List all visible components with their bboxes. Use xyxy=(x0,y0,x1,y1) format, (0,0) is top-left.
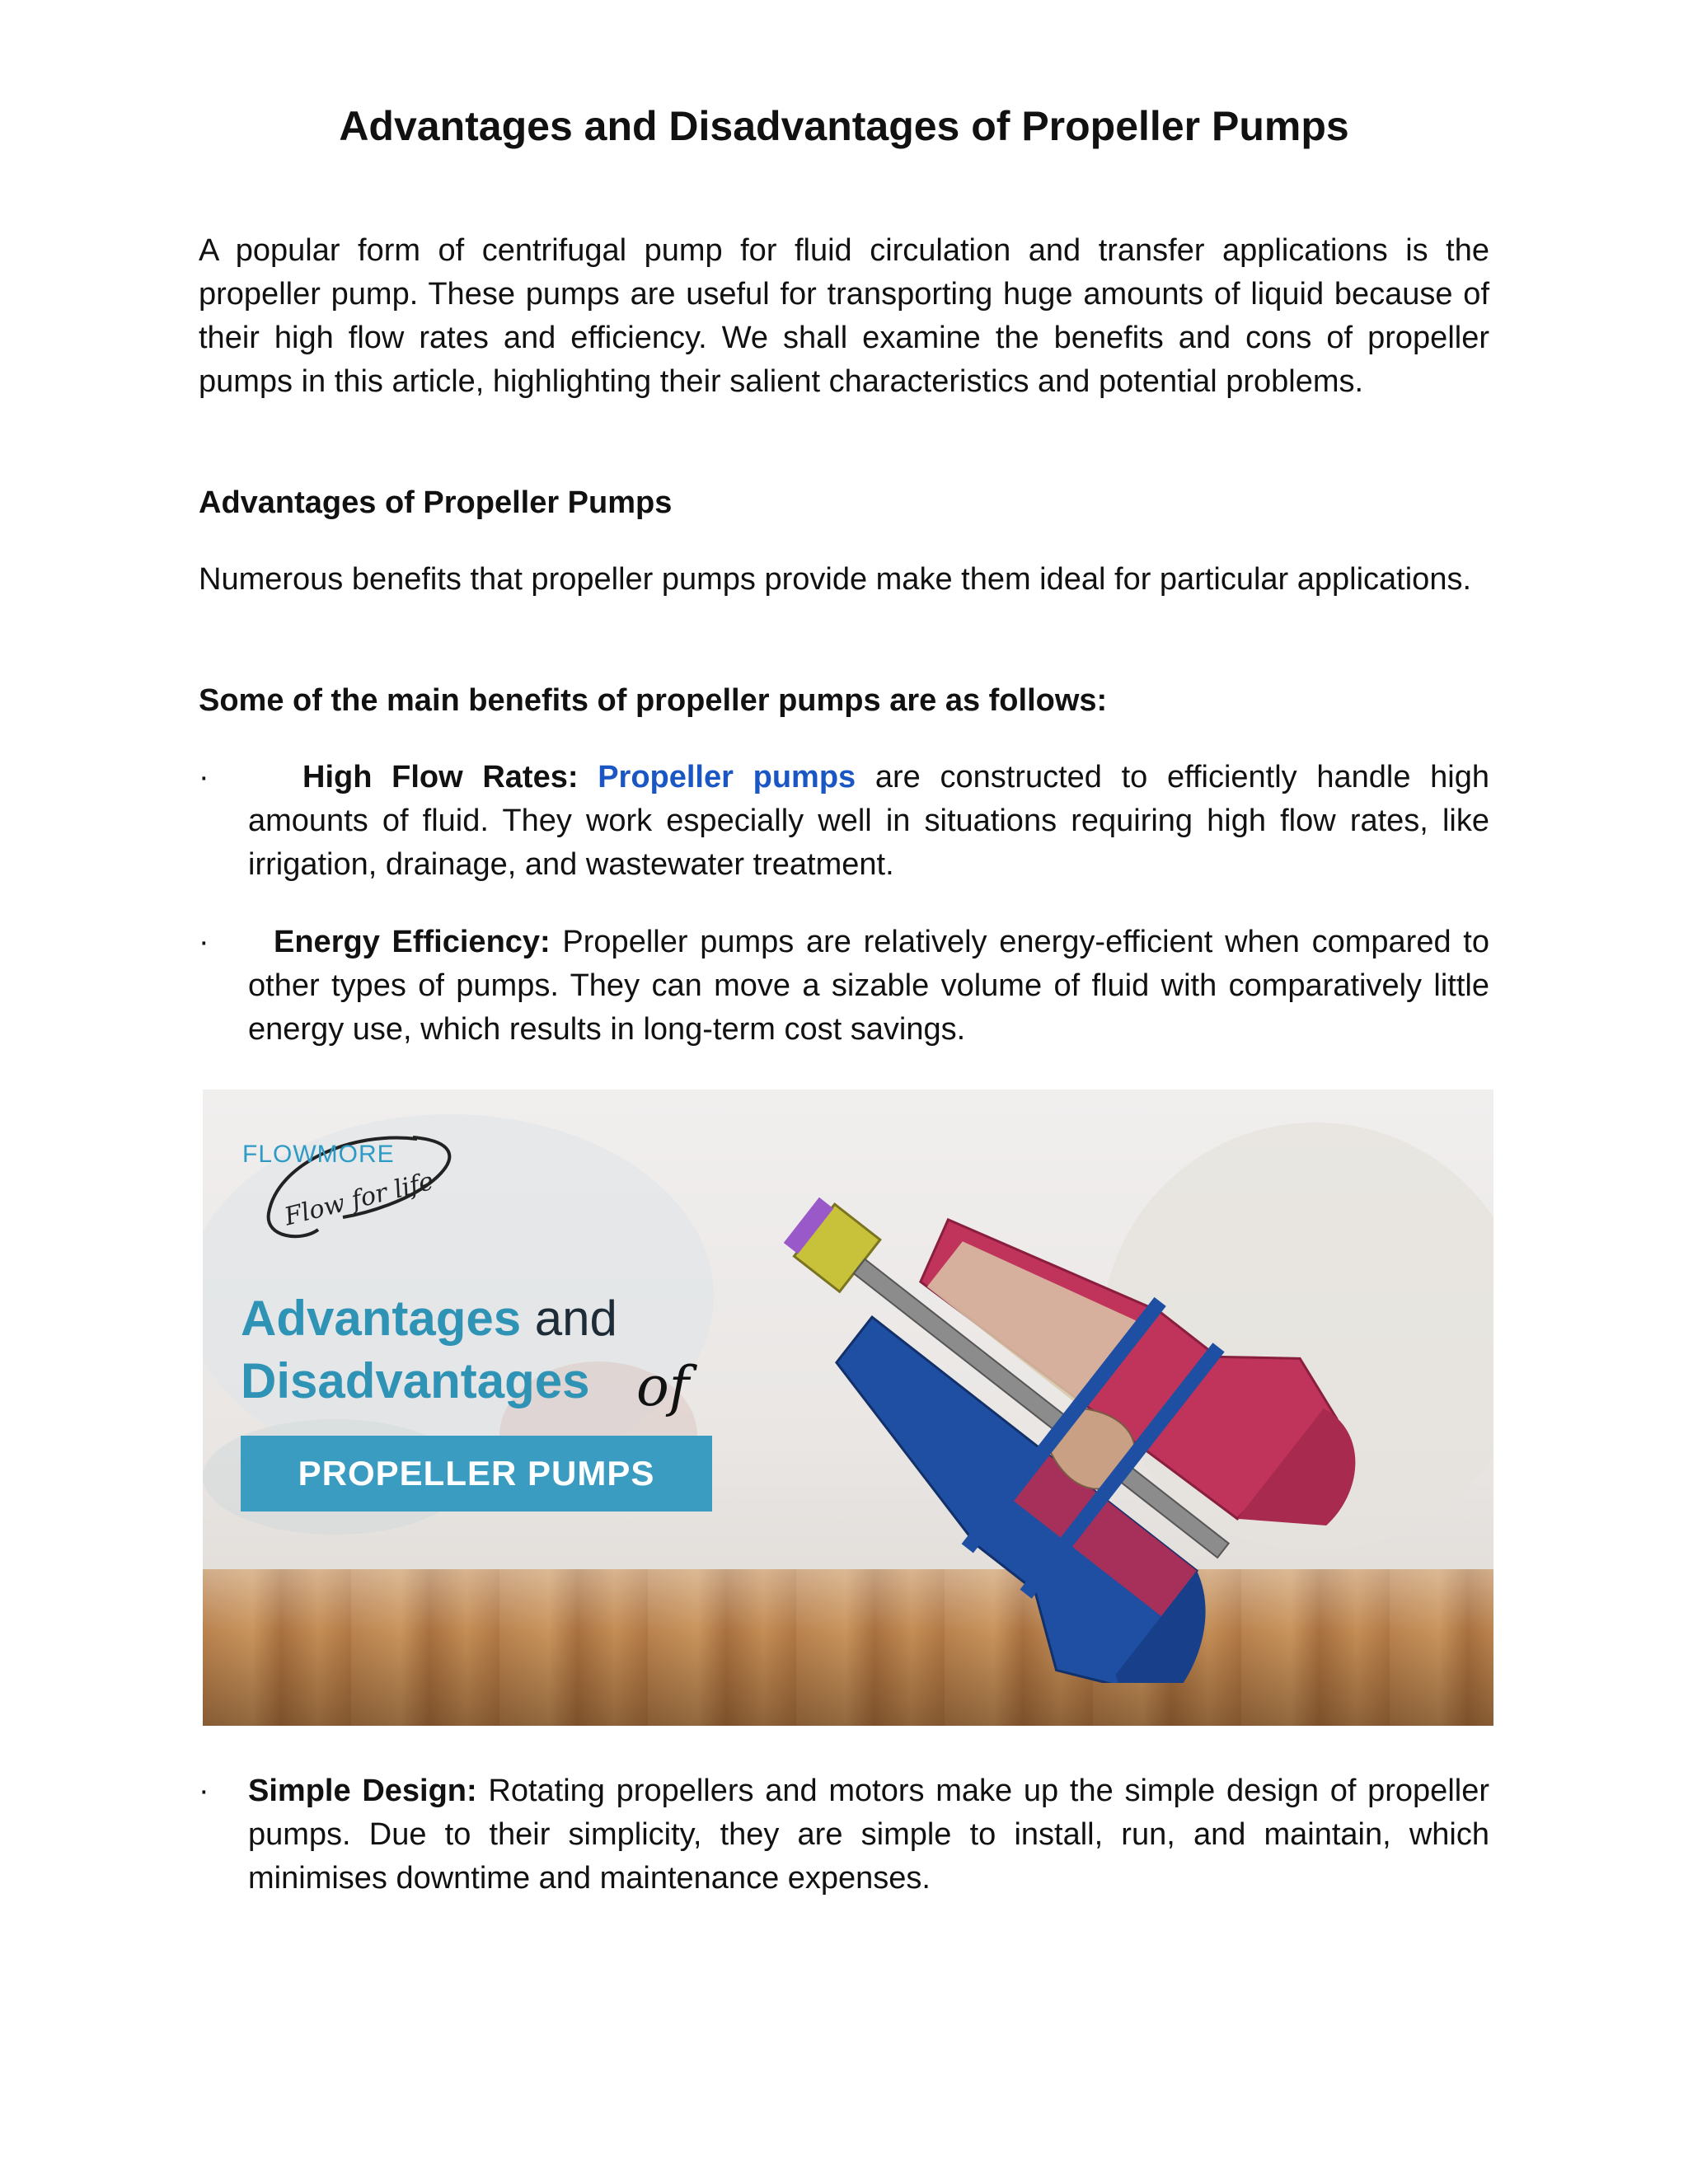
bullet-marker: · xyxy=(199,925,209,959)
benefits-heading: Some of the main benefits of propeller pumps are as follows: xyxy=(199,683,1108,718)
advantages-heading: Advantages of Propeller Pumps xyxy=(199,485,673,520)
banner-headline-of: of xyxy=(636,1355,690,1418)
logo-tagline: Flow for life xyxy=(281,1166,437,1232)
banner-label-box: PROPELLER PUMPS xyxy=(241,1436,712,1511)
bullet-simple-design xyxy=(199,1769,1489,1900)
bullet-energy-efficiency xyxy=(199,921,1489,1052)
bullet-lead: High Flow Rates: xyxy=(302,760,579,794)
banner-headline-and: and xyxy=(534,1291,617,1346)
bullet-high-flow-rates xyxy=(199,756,1489,887)
logo-wordmark: FLOWMORE xyxy=(242,1141,395,1168)
page-title: Advantages and Disadvantages of Propeller Pumps xyxy=(339,103,1349,149)
bullet-text: Propeller pumps are relatively energy-efficient when compared to other types of pumps. They can move a sizable volume of fluid with comparatively little energy use, which results in long-term cost savings. xyxy=(248,925,1489,1047)
banner-headline-line1 xyxy=(241,1289,617,1348)
bullet-body xyxy=(248,921,1489,1052)
bullet-marker: · xyxy=(199,760,209,794)
banner-headline-line2: Disadvantages xyxy=(241,1353,590,1408)
bullet-text: Rotating propellers and motors make up the simple design of propeller pumps. Due to their simplicity, they are simple to install, run, and maintain, which minimises downtime and maintenance expenses. xyxy=(248,1774,1489,1896)
propeller-pump-banner-image xyxy=(203,1090,1493,1726)
bullet-body xyxy=(248,756,1489,887)
banner-headline-word: Advantages xyxy=(241,1291,522,1346)
advantages-intro-paragraph: Numerous benefits that propeller pumps provide make them ideal for particular applications. xyxy=(199,562,1472,597)
propeller-pumps-link[interactable]: Propeller pumps xyxy=(598,760,856,794)
bullet-marker: · xyxy=(199,1774,209,1808)
bullet-lead: Simple Design: xyxy=(248,1774,477,1808)
propeller-pump-cutaway-icon xyxy=(689,1106,1365,1683)
bullet-lead: Energy Efficiency: xyxy=(274,925,551,959)
intro-paragraph: A popular form of centrifugal pump for fluid circulation and transfer applications is the propeller pump. These pumps are useful for transporting huge amounts of liquid because of their high flow rates and efficiency. We shall examine the benefits and cons of propeller pumps in this article, highlighting their salient characteristics and potential problems. xyxy=(199,233,1489,399)
bullet-text: are constructed to efficiently handle high amounts of fluid. They work especially well in situations requiring high flow rates, like irrigation, drainage, and wastewater treatment. xyxy=(248,760,1490,882)
bullet-body xyxy=(248,1769,1489,1900)
